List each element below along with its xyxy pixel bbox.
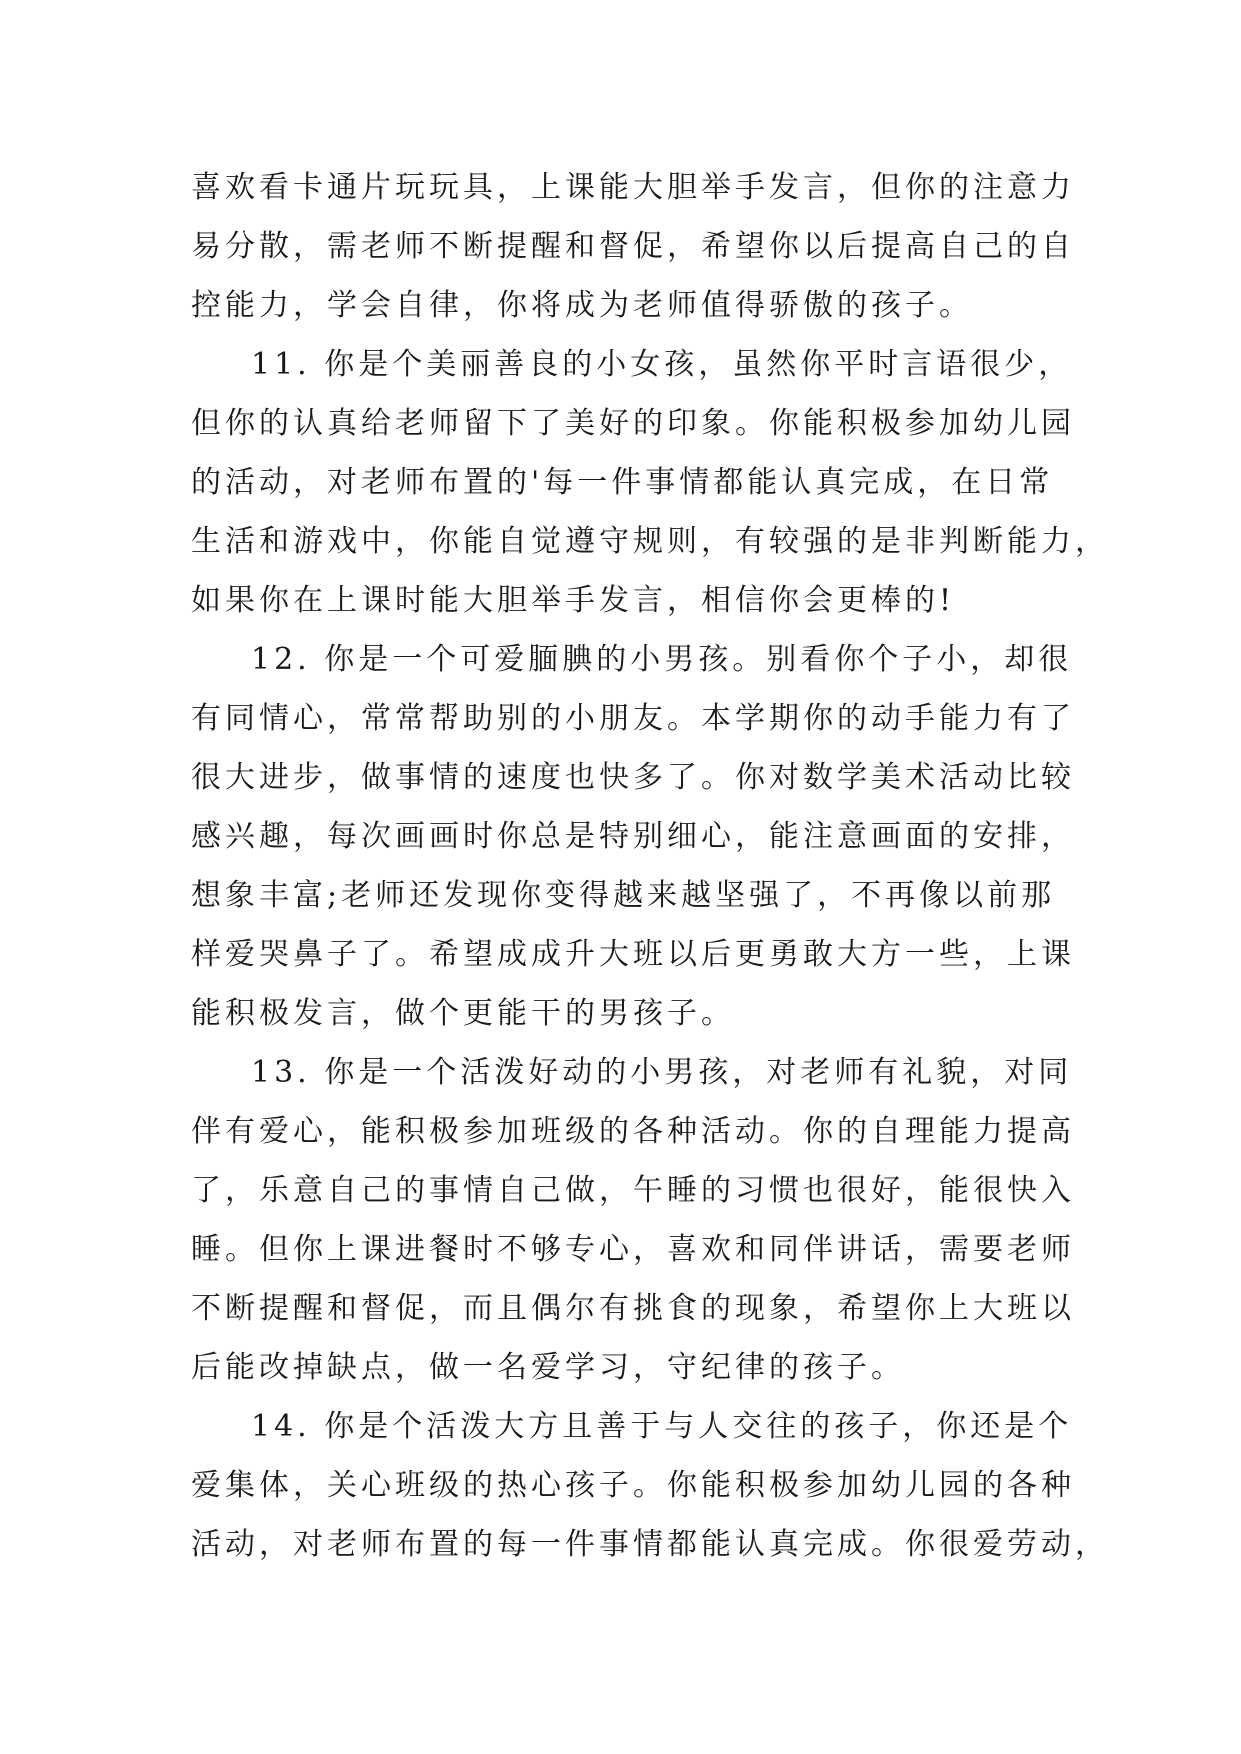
text-line: 感兴趣，每次画画时你总是特别细心，能注意画面的安排， [191, 819, 1075, 854]
text-line: 睡。但你上课进餐时不够专心，喜欢和同伴讲话，需要老师 [191, 1232, 1075, 1267]
text-line: 易分散，需老师不断提醒和督促，希望你以后提高自己的自 [191, 229, 1075, 264]
text-line: 但你的认真给老师留下了美好的印象。你能积极参加幼儿园 [191, 406, 1075, 441]
text-line: 控能力，学会自律，你将成为老师值得骄傲的孩子。 [191, 288, 973, 323]
text-line: 想象丰富;老师还发现你变得越来越坚强了，不再像以前那 [191, 878, 1056, 913]
text-line: 喜欢看卡通片玩玩具，上课能大胆举手发言，但你的注意力 [191, 170, 1075, 205]
text-line: 了，乐意自己的事情自己做，午睡的习惯也很好，能很快入 [191, 1173, 1075, 1208]
text-line: 12. 你是一个可爱腼腆的小男孩。别看你个子小，却很 [251, 642, 1073, 677]
text-line: 生活和游戏中，你能自觉遵守规则，有较强的是非判断能力， [191, 524, 1109, 559]
text-line: 后能改掉缺点，做一名爱学习，守纪律的孩子。 [191, 1350, 905, 1385]
text-line: 的活动，对老师布置的'每一件事情都能认真完成，在日常 [191, 465, 1054, 500]
text-line: 如果你在上课时能大胆举手发言，相信你会更棒的! [191, 583, 956, 618]
text-line: 11. 你是个美丽善良的小女孩，虽然你平时言语很少， [251, 347, 1073, 382]
text-line: 13. 你是一个活泼好动的小男孩，对老师有礼貌，对同 [251, 1055, 1073, 1090]
text-line: 能积极发言，做个更能干的男孩子。 [191, 996, 735, 1031]
text-line: 不断提醒和督促，而且偶尔有挑食的现象，希望你上大班以 [191, 1291, 1075, 1326]
text-line: 有同情心，常常帮助别的小朋友。本学期你的动手能力有了 [191, 701, 1075, 736]
body-text [191, 158, 1109, 1574]
text-line: 14. 你是个活泼大方且善于与人交往的孩子，你还是个 [251, 1409, 1073, 1444]
text-line: 很大进步，做事情的速度也快多了。你对数学美术活动比较 [191, 760, 1075, 795]
text-line: 爱集体，关心班级的热心孩子。你能积极参加幼儿园的各种 [191, 1468, 1075, 1503]
text-line: 伴有爱心，能积极参加班级的各种活动。你的自理能力提高 [191, 1114, 1075, 1149]
text-line: 活动，对老师布置的每一件事情都能认真完成。你很爱劳动， [191, 1527, 1109, 1562]
text-line: 样爱哭鼻子了。希望成成升大班以后更勇敢大方一些，上课 [191, 937, 1075, 972]
